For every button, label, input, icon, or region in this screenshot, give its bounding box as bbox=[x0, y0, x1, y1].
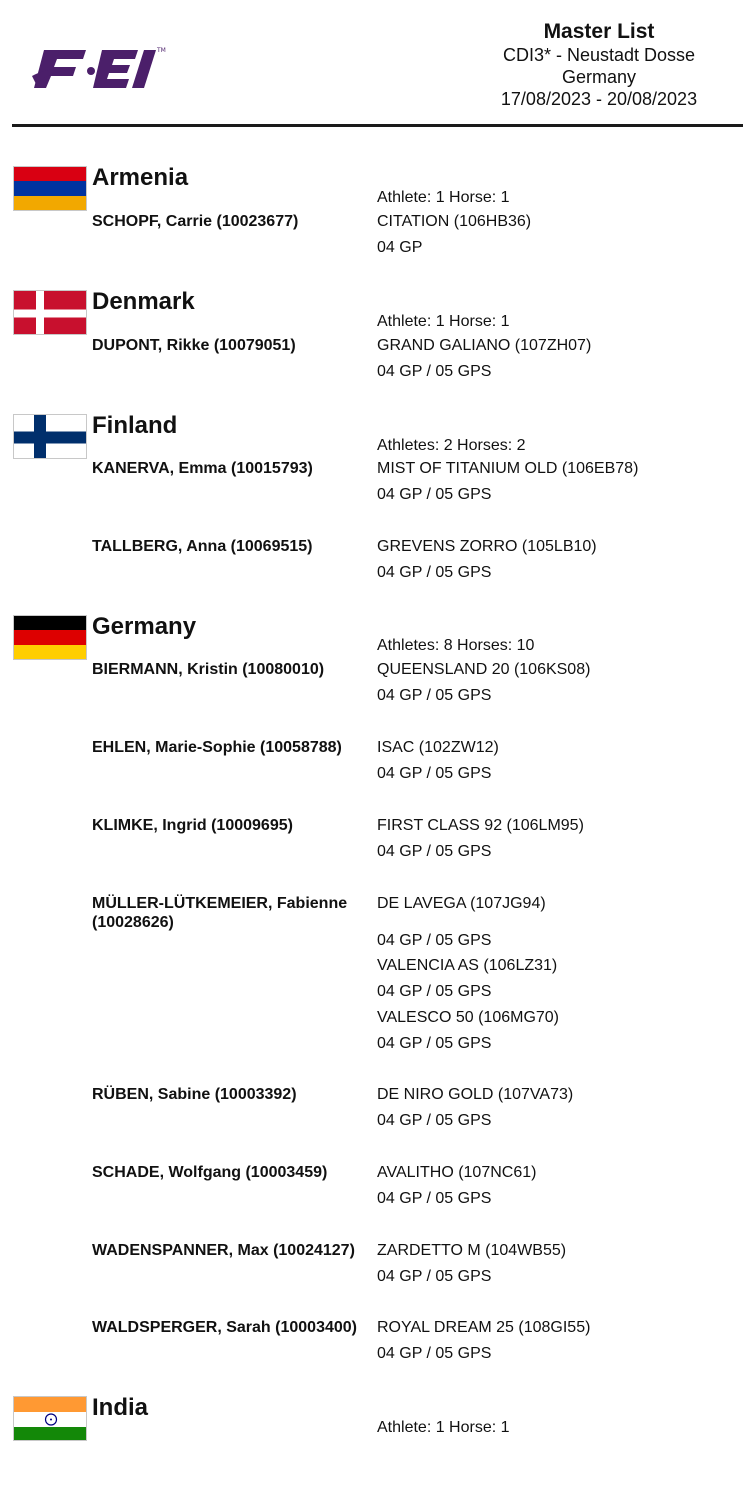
horse-name: ISAC (102ZW12) bbox=[377, 739, 499, 756]
horse-name: GREVENS ZORRO (105LB10) bbox=[377, 538, 597, 555]
fei-logo bbox=[30, 40, 170, 97]
athlete-name: KANERVA, Emma (10015793) bbox=[92, 460, 313, 477]
competition-level: 04 GP / 05 GPS bbox=[377, 486, 492, 503]
horse-name: GRAND GALIANO (107ZH07) bbox=[377, 337, 592, 354]
athlete-name: SCHOPF, Carrie (10023677) bbox=[92, 213, 299, 230]
document-title-block bbox=[479, 20, 719, 110]
competition-level: 04 GP / 05 GPS bbox=[377, 983, 492, 1000]
competition-level: 04 GP / 05 GPS bbox=[377, 564, 492, 581]
athlete-name: BIERMANN, Kristin (10080010) bbox=[92, 661, 325, 678]
country-name: India bbox=[92, 1394, 149, 1421]
country-counts: Athlete: 1 Horse: 1 bbox=[377, 313, 510, 330]
athlete-name: WALDSPERGER, Sarah (10003400) bbox=[92, 1319, 357, 1336]
event-name: CDI3* - Neustadt Dosse bbox=[502, 45, 696, 65]
athlete-name: EHLEN, Marie-Sophie (10058788) bbox=[92, 739, 342, 756]
athlete-name: SCHADE, Wolfgang (10003459) bbox=[92, 1164, 328, 1181]
country-name: Armenia bbox=[92, 164, 189, 191]
svg-text:TM: TM bbox=[157, 47, 166, 54]
horse-name: QUEENSLAND 20 (106KS08) bbox=[377, 661, 591, 678]
horse-name: CITATION (106HB36) bbox=[377, 213, 532, 230]
competition-level: 04 GP / 05 GPS bbox=[377, 1268, 492, 1285]
athlete-name: MÜLLER-LÜTKEMEIER, Fabienne (10028626) bbox=[92, 895, 348, 931]
horse-name: MIST OF TITANIUM OLD (106EB78) bbox=[377, 460, 639, 477]
country-name: Finland bbox=[92, 412, 178, 439]
competition-level: 04 GP / 05 GPS bbox=[377, 363, 492, 380]
country-counts: Athlete: 1 Horse: 1 bbox=[377, 1419, 510, 1436]
athlete-name: TALLBERG, Anna (10069515) bbox=[92, 538, 313, 555]
competition-level: 04 GP / 05 GPS bbox=[377, 1190, 492, 1207]
finland-flag-icon bbox=[13, 414, 87, 459]
competition-level: 04 GP / 05 GPS bbox=[377, 932, 492, 949]
horse-name: VALENCIA AS (106LZ31) bbox=[377, 957, 558, 974]
competition-level: 04 GP / 05 GPS bbox=[377, 1112, 492, 1129]
horse-name: DE NIRO GOLD (107VA73) bbox=[377, 1086, 574, 1103]
horse-name: DE LAVEGA (107JG94) bbox=[377, 895, 546, 912]
athlete-name: DUPONT, Rikke (10079051) bbox=[92, 337, 296, 354]
competition-level: 04 GP / 05 GPS bbox=[377, 1035, 492, 1052]
competition-level: 04 GP bbox=[377, 239, 423, 256]
event-country: Germany bbox=[561, 67, 637, 87]
country-counts: Athletes: 8 Horses: 10 bbox=[377, 637, 535, 654]
horse-name: AVALITHO (107NC61) bbox=[377, 1164, 537, 1181]
country-counts: Athlete: 1 Horse: 1 bbox=[377, 189, 510, 206]
germany-flag-icon bbox=[13, 615, 87, 660]
horse-name: FIRST CLASS 92 (106LM95) bbox=[377, 817, 584, 834]
athlete-name: KLIMKE, Ingrid (10009695) bbox=[92, 817, 293, 834]
country-name: Denmark bbox=[92, 288, 195, 315]
armenia-flag-icon bbox=[13, 166, 87, 211]
country-name: Germany bbox=[92, 613, 197, 640]
horse-name: VALESCO 50 (106MG70) bbox=[377, 1009, 560, 1026]
competition-level: 04 GP / 05 GPS bbox=[377, 765, 492, 782]
competition-level: 04 GP / 05 GPS bbox=[377, 843, 492, 860]
horse-name: ROYAL DREAM 25 (108GI55) bbox=[377, 1319, 591, 1336]
athlete-name: WADENSPANNER, Max (10024127) bbox=[92, 1242, 355, 1259]
competition-level: 04 GP / 05 GPS bbox=[377, 1345, 492, 1362]
denmark-flag-icon bbox=[13, 290, 87, 335]
header-divider bbox=[12, 124, 743, 127]
athlete-name: RÜBEN, Sabine (10003392) bbox=[92, 1086, 297, 1103]
india-flag-icon bbox=[13, 1396, 87, 1441]
country-counts: Athletes: 2 Horses: 2 bbox=[377, 437, 526, 454]
page-header bbox=[0, 0, 743, 128]
horse-name: ZARDETTO M (104WB55) bbox=[377, 1242, 567, 1259]
document-title: Master List bbox=[543, 20, 655, 43]
competition-level: 04 GP / 05 GPS bbox=[377, 687, 492, 704]
event-dates: 17/08/2023 - 20/08/2023 bbox=[500, 89, 698, 109]
